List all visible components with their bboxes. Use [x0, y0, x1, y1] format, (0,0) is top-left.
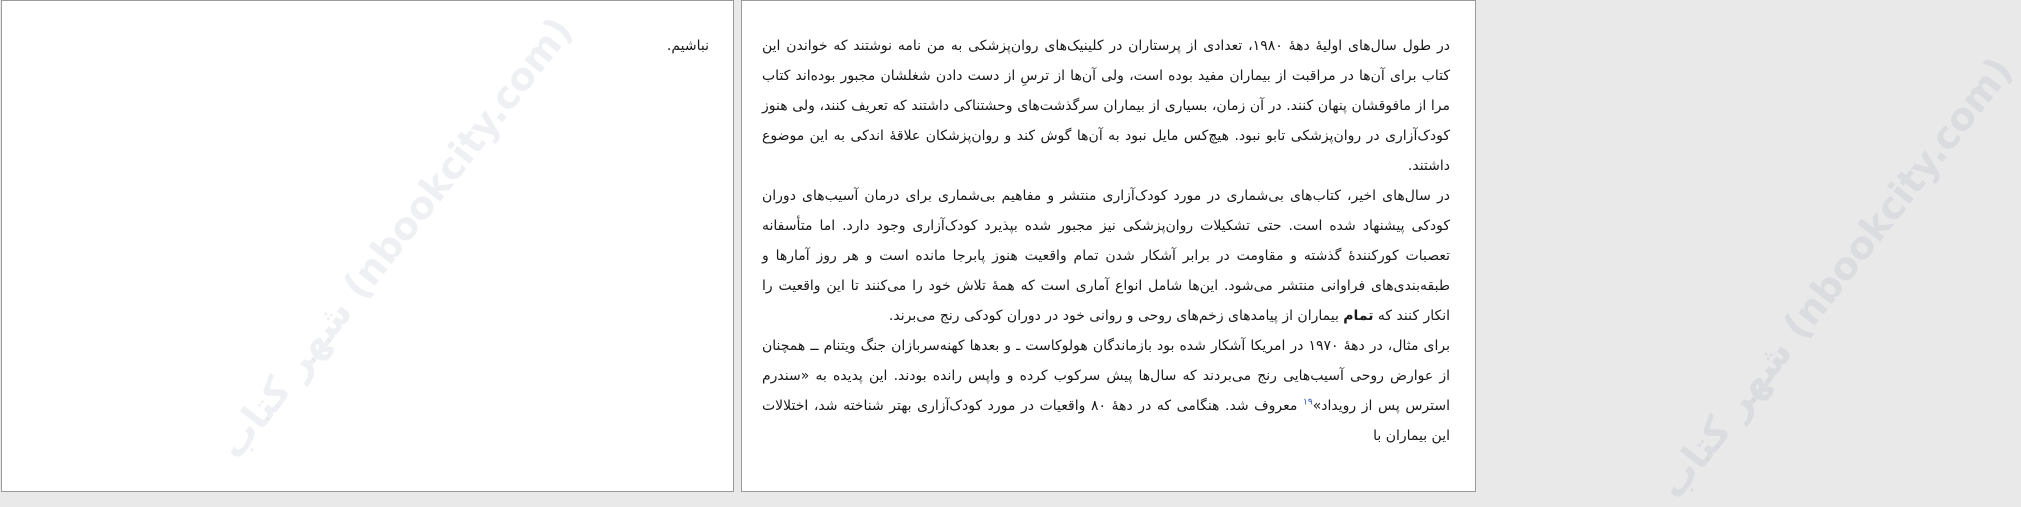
paragraph-2	[762, 181, 1450, 331]
watermark: شهر کتاب (nbookcity.com)	[209, 9, 582, 467]
right-page	[741, 0, 2021, 507]
paragraph-2-text-start: در سال‌های اخیر، کتاب‌های بی‌شماری در مورد کودک‌آزاری منتشر و مفاهیم بی‌شماری برای درمان آسیب‌های دوران کودکی پیشنهاد شده است. حتی تشکیلات روان‌پزشکی نیز مجبور شده بپذیرد کودک‌آزاری وجود دارد. اما متأسفانه تعصبات کورکنندهٔ گذشته و مقاومت در برابر آشکار شدن تمام واقعیت هنوز پابرجا مانده است و هر روز آمارها و طبقه‌بندی‌های فراوانی منتشر می‌شود. این‌ها شامل انواع آماری است که همهٔ تلاش خود را می‌کنند تا این واقعیت را انکار کنند که	[762, 188, 1450, 324]
left-page	[1, 0, 734, 492]
paragraph-3-text-start: برای مثال، در دههٔ ۱۹۷۰ در امریکا آشکار شده بود بازماندگان هولوکاست ـ و بعدها کهنه‌سربازان جنگ ویتنام ــ همچنان از عوارض روحی آسیب‌هایی رنج می‌بردند که سال‌ها پیش سرکوب کرده و واپس رانده بودند. این پدیده به «سندرم استرس پس از رویداد»	[762, 338, 1451, 414]
paragraph-3	[762, 331, 1450, 451]
watermark: شهر کتاب (nbookcity.com)	[1649, 49, 2021, 507]
paragraph: نباشیم.	[666, 38, 709, 54]
emphasized-word: تمام	[1343, 308, 1374, 324]
paragraph-3-text-end: معروف شد. هنگامی که در دههٔ ۸۰ واقعیات در مورد کودک‌آزاری بهتر شناخته شد، اختلالات این بیماران با	[762, 398, 1450, 444]
left-page-text	[29, 31, 709, 61]
paragraph-2-text-end: بیماران از پیامدهای زخم‌های روحی و روانی خود در دوران کودکی رنج می‌برند.	[888, 308, 1344, 324]
footnote-reference[interactable]: ۱۹	[1303, 397, 1313, 408]
paragraph-1: در طول سال‌های اولیهٔ دههٔ ۱۹۸۰، تعدادی از پرستاران در کلینیک‌های روان‌پزشکی به من نامه نوشتند که خواندن این کتاب برای آن‌ها در مراقبت از بیماران مفید بوده است، ولی آن‌ها از ترسِ از دست دادن شغلشان مجبور بوده‌اند کتاب مرا از مافوقشان پنهان کنند. در آن زمان، بسیاری از بیماران سرگذشت‌های وحشتناکی داشتند که تعریف کنند، ولی هنوز کودک‌آزاری در روان‌پزشکی تابو نبود. هیچ‌کس مایل نبود به آن‌ها گوش کند و روان‌پزشکان علاقهٔ اندکی به این موضوع داشتند.	[762, 38, 1450, 174]
right-page-text	[762, 31, 1450, 451]
